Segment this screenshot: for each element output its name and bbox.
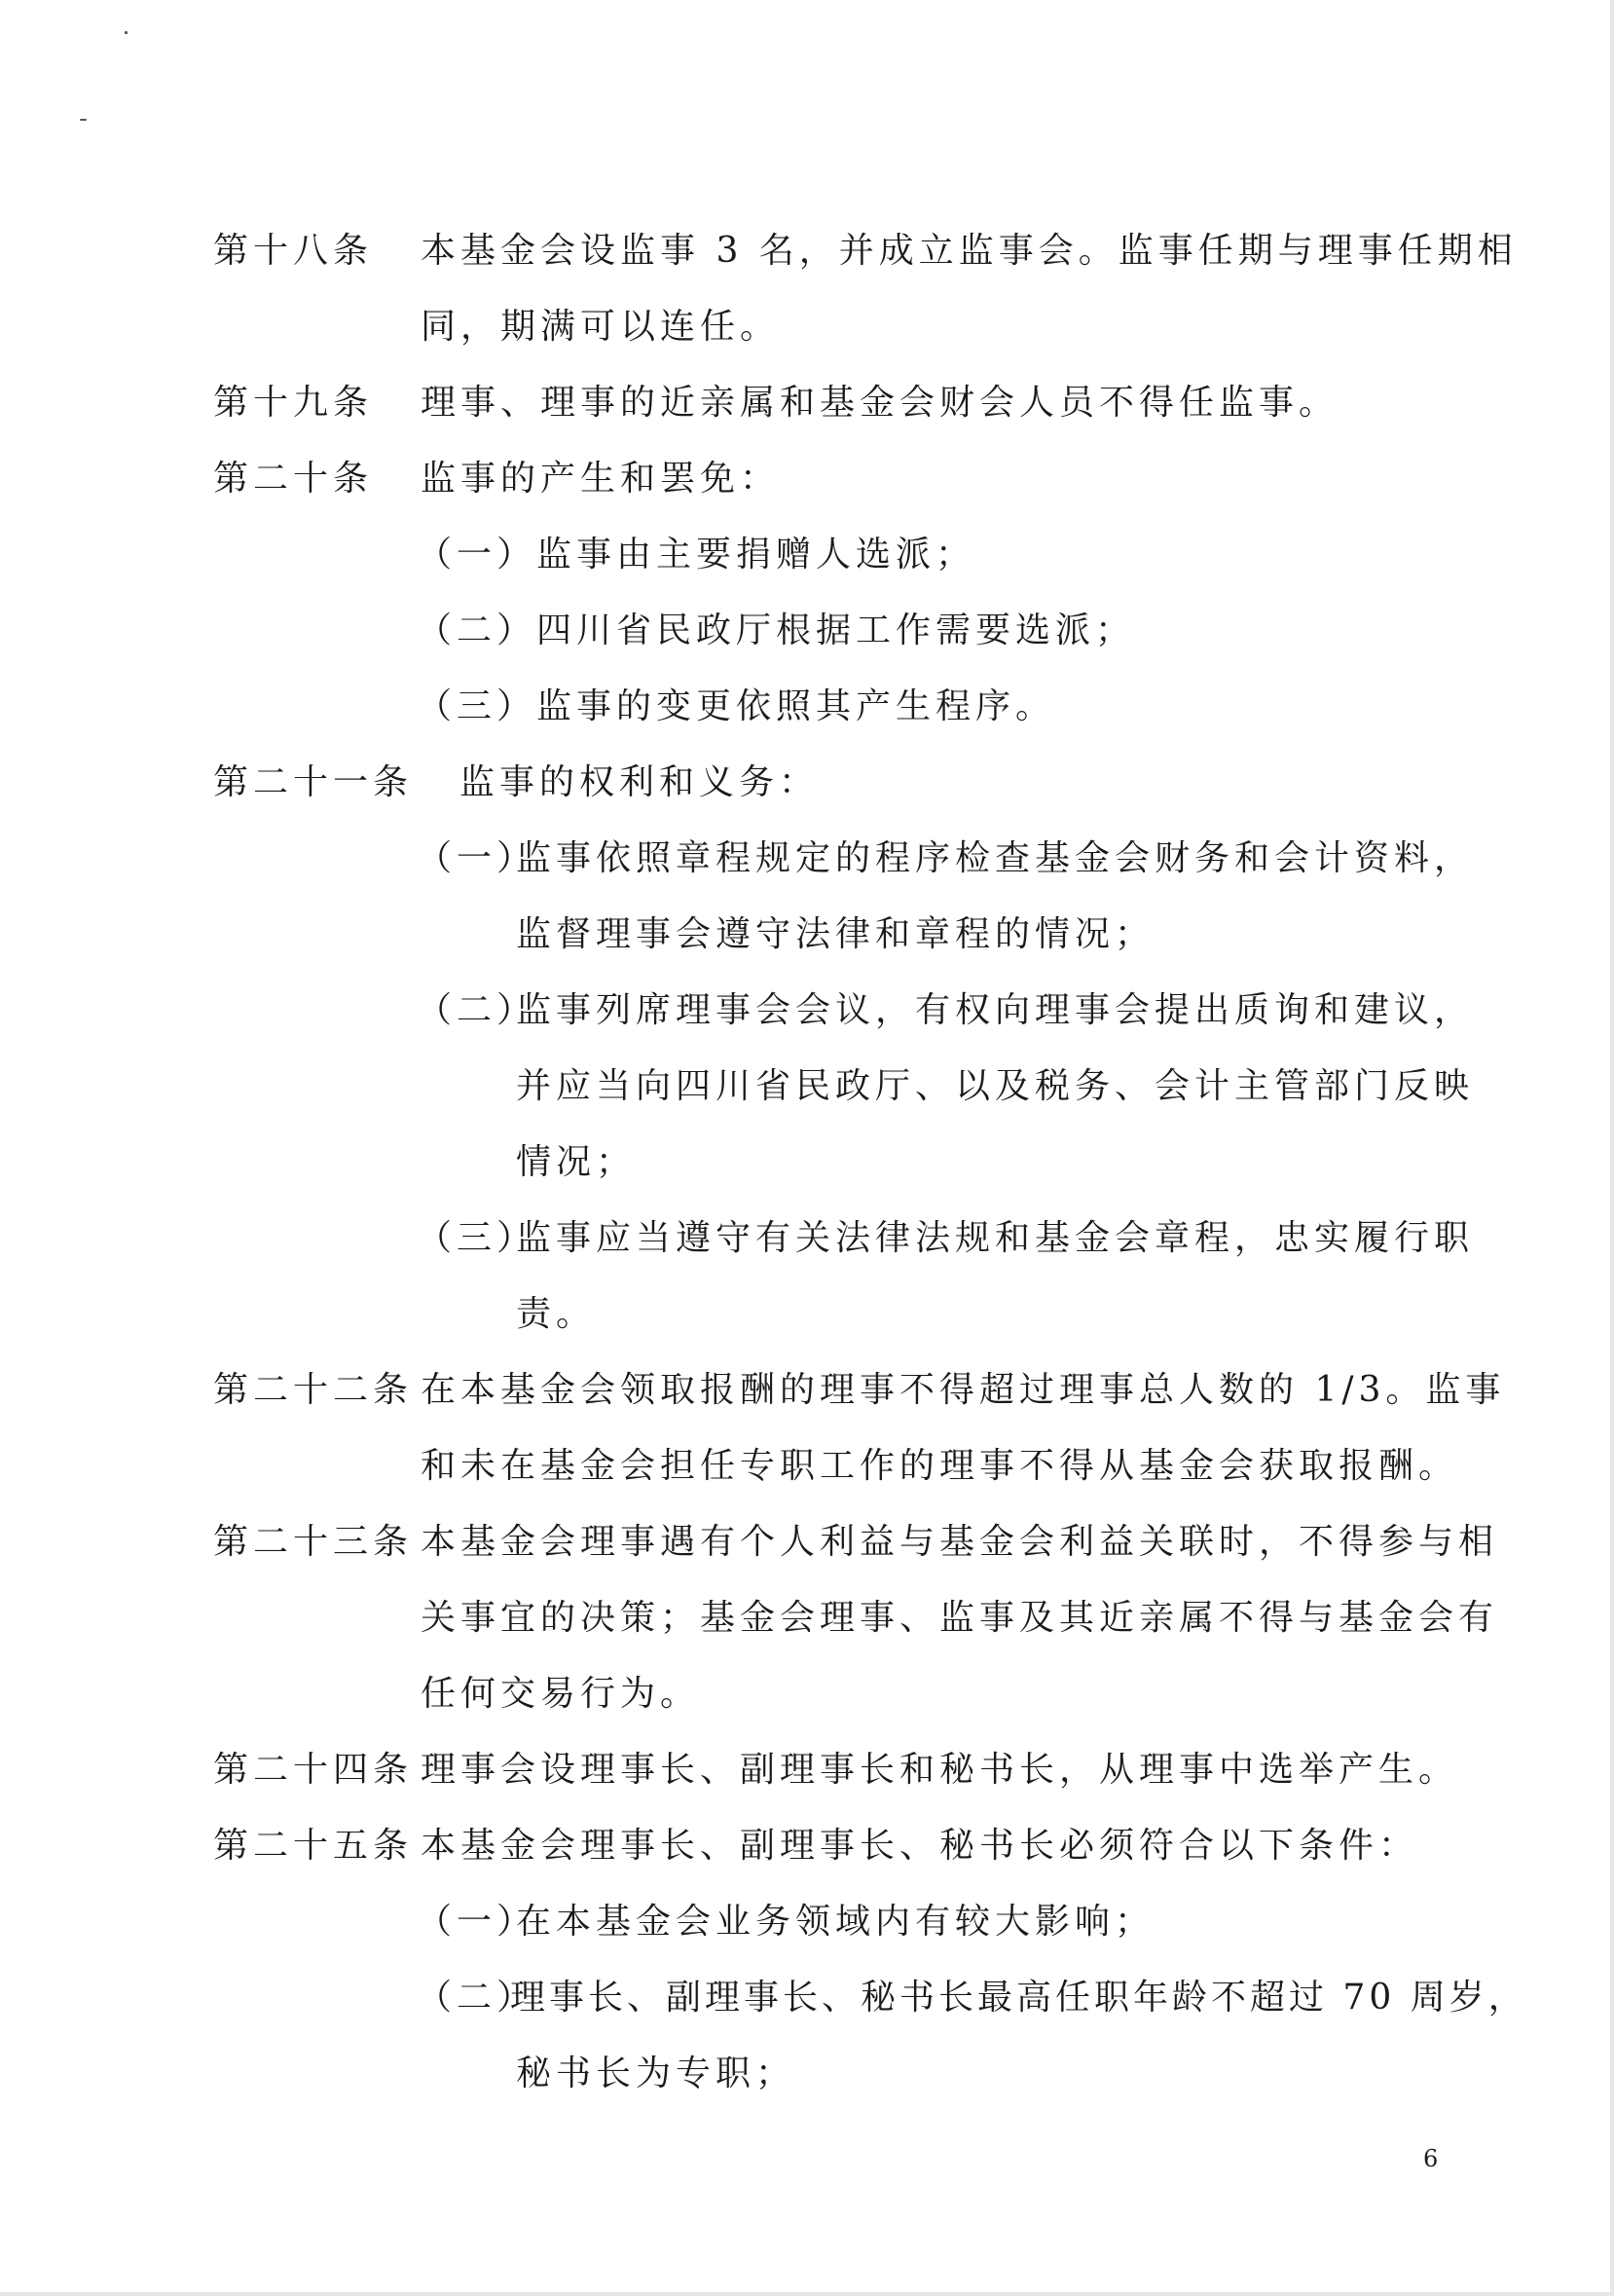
article-21-item-marker: （二） — [417, 990, 537, 1030]
article-21-text: 监事的权利和义务： — [459, 762, 820, 802]
article-23-label: 第二十三条 — [213, 1522, 414, 1562]
article-21-item-text: 并应当向四川省民政厅、以及税务、会计主管部门反映 — [516, 1066, 1475, 1106]
article-19-label: 第十九条 — [213, 383, 374, 423]
article-21-item-marker: （一） — [417, 838, 537, 878]
article-20-item: （一）监事由主要捐赠人选派； — [417, 535, 976, 574]
article-25-item-marker: （一） — [417, 1902, 537, 1942]
article-25-item-text: 秘书长为专职； — [516, 2054, 796, 2093]
article-25-label: 第二十五条 — [213, 1826, 414, 1866]
article-22-text: 在本基金会领取报酬的理事不得超过理事总人数的 1/3。监事 — [421, 1370, 1506, 1410]
article-23-text: 关事宜的决策；基金会理事、监事及其近亲属不得与基金会有 — [421, 1598, 1499, 1638]
article-23-text: 本基金会理事遇有个人利益与基金会利益关联时，不得参与相 — [421, 1522, 1499, 1562]
article-21-item-marker: （三） — [417, 1218, 537, 1258]
article-21-item-text: 监事列席理事会会议，有权向理事会提出质询和建议， — [516, 990, 1475, 1030]
article-25-item-text: 理事长、副理事长、秘书长最高任职年龄不超过 70 周岁， — [510, 1978, 1527, 2018]
page-number: 6 — [1423, 2145, 1439, 2172]
article-21-item-text: 监督理事会遵守法律和章程的情况； — [516, 914, 1155, 954]
article-24-text: 理事会设理事长、副理事长和秘书长，从理事中选举产生。 — [421, 1750, 1459, 1790]
article-23-text: 任何交易行为。 — [421, 1674, 701, 1714]
article-18-label: 第十八条 — [213, 231, 374, 271]
article-21-item-text: 责。 — [516, 1294, 597, 1334]
article-25-text: 本基金会理事长、副理事长、秘书长必须符合以下条件： — [421, 1826, 1419, 1866]
article-20-label: 第二十条 — [213, 459, 374, 499]
article-20-text: 监事的产生和罢免： — [421, 459, 781, 499]
article-22-label: 第二十二条 — [213, 1370, 414, 1410]
scan-speck — [125, 31, 128, 34]
article-24-label: 第二十四条 — [213, 1750, 414, 1790]
article-18-text: 本基金会设监事 3 名，并成立监事会。监事任期与理事任期相 — [421, 231, 1518, 271]
article-19-text: 理事、理事的近亲属和基金会财会人员不得任监事。 — [421, 383, 1339, 423]
article-25-item-text: 在本基金会业务领域内有较大影响； — [516, 1902, 1155, 1942]
article-20-item: （二）四川省民政厅根据工作需要选派； — [417, 611, 1136, 650]
scan-edge — [0, 2292, 1614, 2296]
article-21-label: 第二十一条 — [213, 762, 414, 802]
scan-speck — [80, 119, 87, 121]
article-21-item-text: 监事应当遵守有关法律法规和基金会章程，忠实履行职 — [516, 1218, 1475, 1258]
article-22-text: 和未在基金会担任专职工作的理事不得从基金会获取报酬。 — [421, 1446, 1459, 1486]
article-18-text: 同，期满可以连任。 — [421, 307, 781, 347]
article-21-item-text: 情况； — [516, 1142, 637, 1182]
scan-edge — [1610, 0, 1614, 2296]
article-25-item-marker: （二） — [417, 1978, 537, 2018]
article-20-item: （三）监事的变更依照其产生程序。 — [417, 686, 1056, 726]
article-21-item-text: 监事依照章程规定的程序检查基金会财务和会计资料， — [516, 838, 1475, 878]
